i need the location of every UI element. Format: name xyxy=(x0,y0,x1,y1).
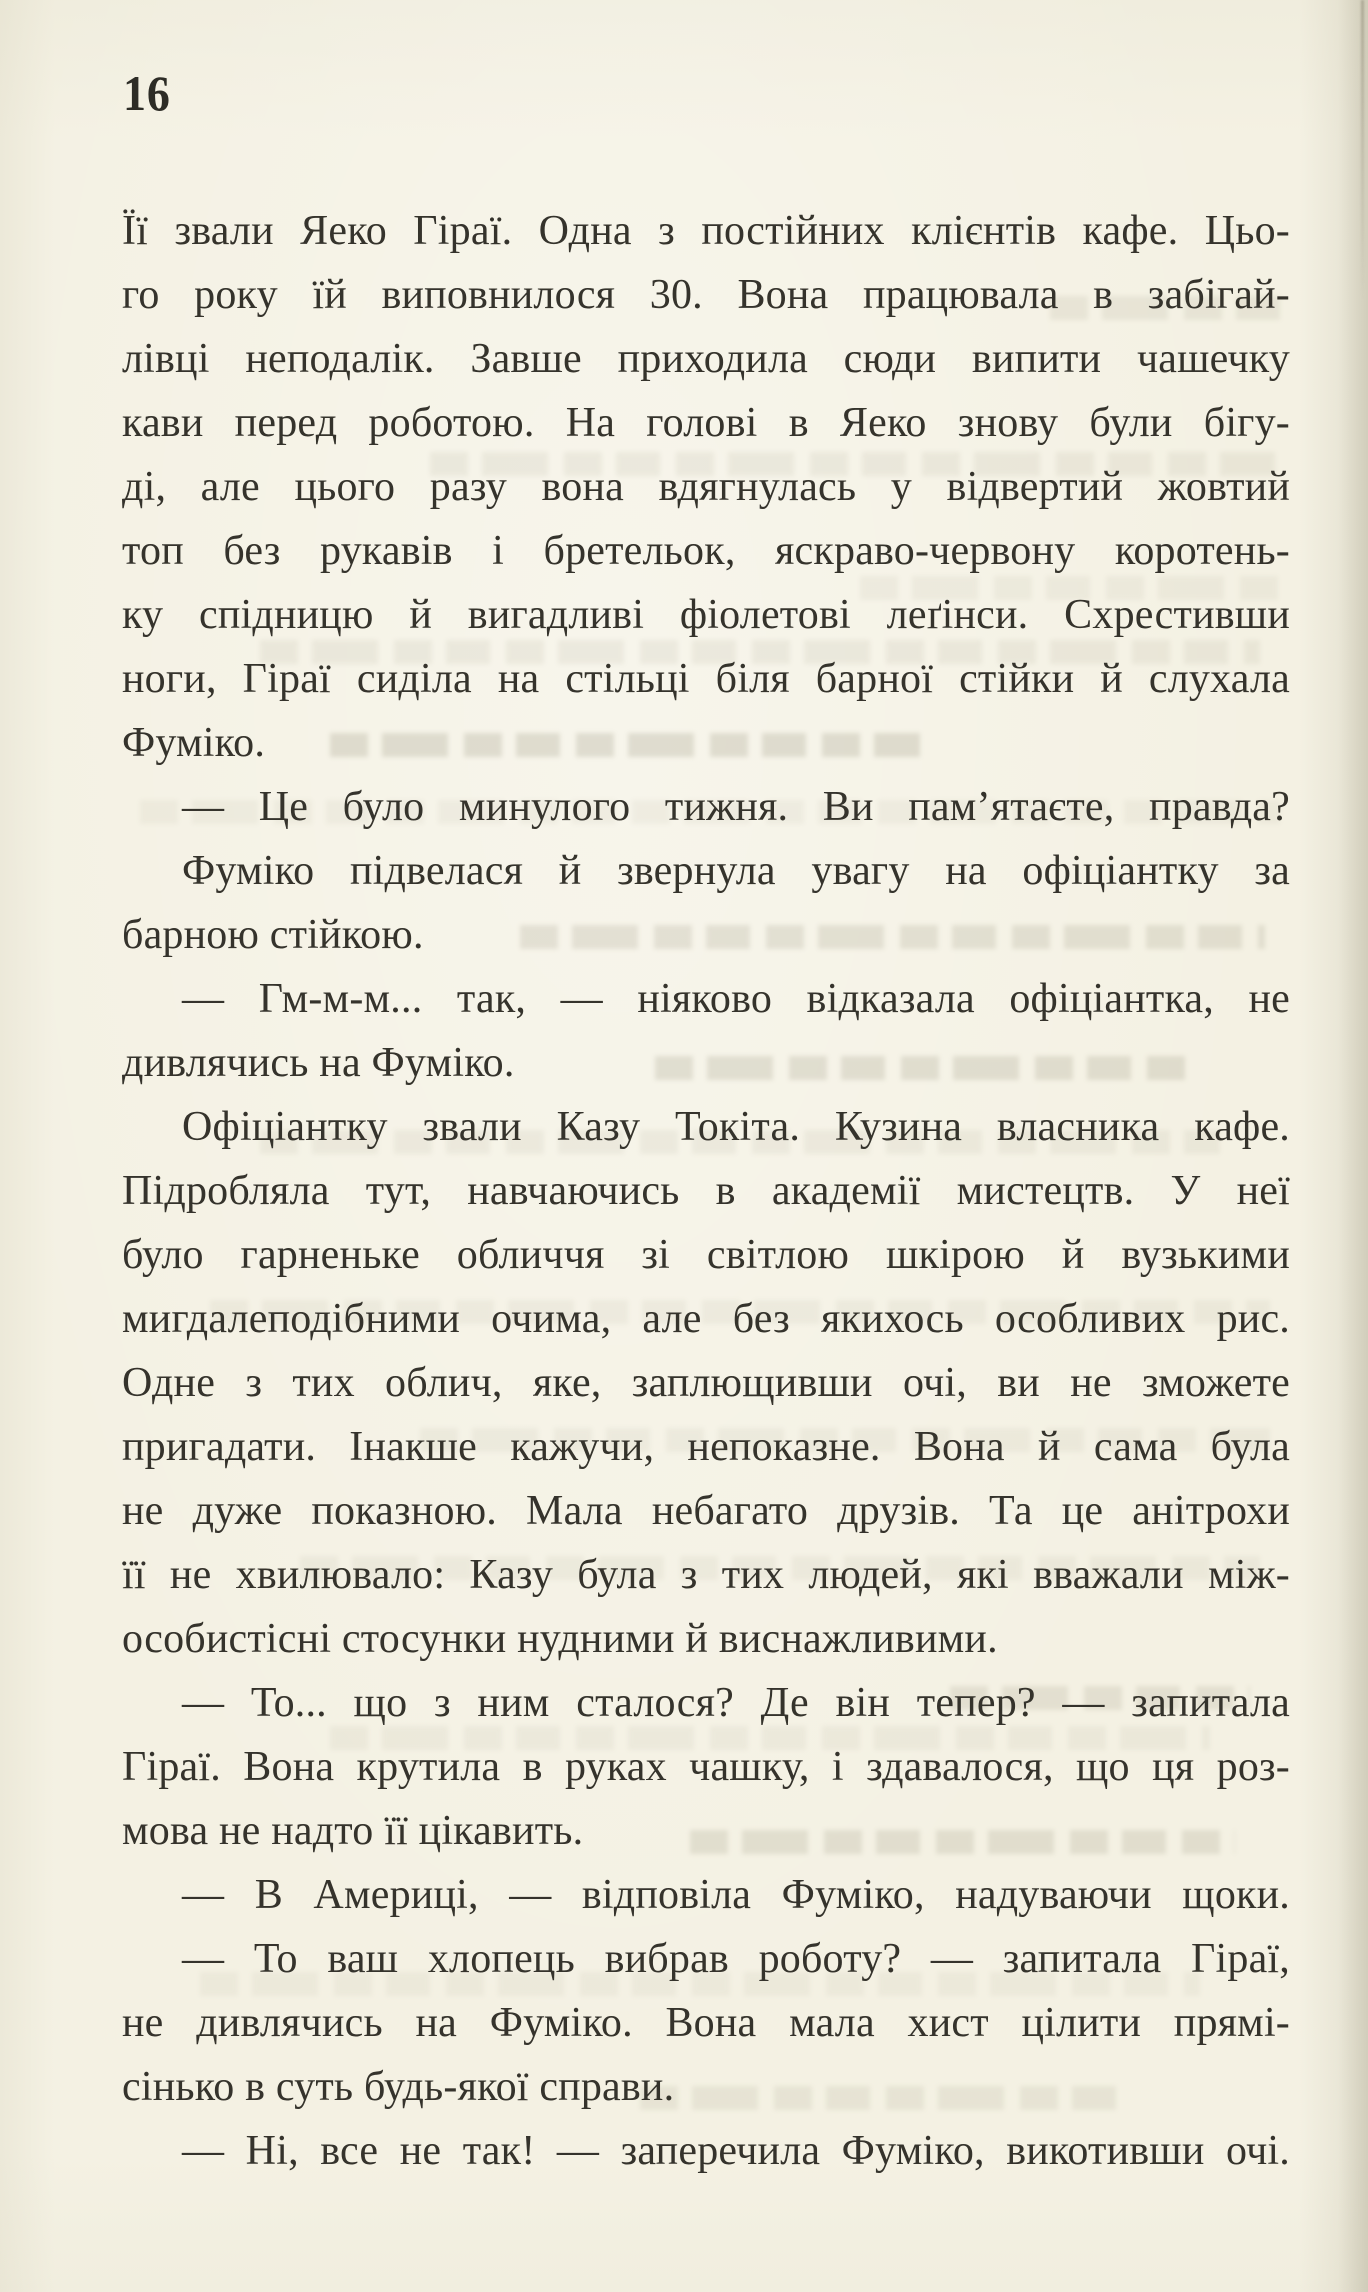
text-line: — Ні, все не так! — заперечила Фуміко, викотивши очі. xyxy=(182,2128,1290,2174)
text-line: Фуміко підвелася й звернула увагу на офіціантку за xyxy=(182,848,1290,894)
text-line: топ без рукавів і бретельок, яскраво-червону коротень- xyxy=(122,528,1290,574)
page-edge-crease xyxy=(1361,0,1364,300)
text-line: ноги, Гіраї сиділа на стільці біля барної стійки й слухала xyxy=(122,656,1290,702)
text-block xyxy=(122,199,1290,2183)
text-line: не дивлячись на Фуміко. Вона мала хист цілити прямі- xyxy=(122,2000,1290,2046)
text-line: не дуже показною. Мала небагато друзів. Та це анітрохи xyxy=(122,1488,1290,1534)
text-line: барною стійкою. xyxy=(122,912,424,958)
text-line: особистісні стосунки нудними й виснажливими. xyxy=(122,1616,998,1662)
text-line: Фуміко. xyxy=(122,720,266,766)
text-line: Гіраї. Вона крутила в руках чашку, і здавалося, що ця роз- xyxy=(122,1744,1290,1790)
text-line: мигдалеподібними очима, але без якихось особливих рис. xyxy=(122,1296,1290,1342)
text-line: Підробляла тут, навчаючись в академії мистецтв. У неї xyxy=(122,1168,1290,1214)
text-line: — То... що з ним сталося? Де він тепер? — запитала xyxy=(182,1680,1290,1726)
text-line: дивлячись на Фуміко. xyxy=(122,1040,515,1086)
page-number: 16 xyxy=(123,65,171,121)
text-line: го року їй виповнилося 30. Вона працювала в забігай- xyxy=(122,272,1290,318)
text-line: — В Америці, — відповіла Фуміко, надуваючи щоки. xyxy=(182,1872,1290,1918)
text-line: ді, але цього разу вона вдягнулась у відвертий жовтий xyxy=(122,464,1290,510)
text-line: лівці неподалік. Завше приходила сюди випити чашечку xyxy=(122,336,1290,382)
text-line: Одне з тих облич, яке, заплющивши очі, ви не зможете xyxy=(122,1360,1290,1406)
text-line: її не хвилювало: Казу була з тих людей, які вважали між- xyxy=(122,1552,1290,1598)
text-line: було гарненьке обличчя зі світлою шкірою й вузькими xyxy=(122,1232,1290,1278)
text-line: — Це було минулого тижня. Ви пам’ятаєте, правда? xyxy=(182,784,1290,830)
text-line: пригадати. Інакше кажучи, непоказне. Вона й сама була xyxy=(122,1424,1290,1470)
text-line: мова не надто її цікавить. xyxy=(122,1808,584,1854)
text-line: ку спідницю й вигадливі фіолетові леґінси. Схрестивши xyxy=(122,592,1290,638)
text-line: сінько в суть будь-якої справи. xyxy=(122,2064,675,2110)
text-line: кави перед роботою. На голові в Яеко знову були бігу- xyxy=(122,400,1290,446)
page-edge-shadow xyxy=(1338,0,1368,2292)
text-line: — То ваш хлопець вибрав роботу? — запитала Гіраї, xyxy=(182,1936,1290,1982)
text-line: — Гм-м-м... так, — ніяково відказала офіціантка, не xyxy=(182,976,1290,1022)
text-line: Її звали Яеко Гіраї. Одна з постійних клієнтів кафе. Цьо- xyxy=(122,208,1290,254)
text-line: Офіціантку звали Казу Токіта. Кузина власника кафе. xyxy=(182,1104,1290,1150)
